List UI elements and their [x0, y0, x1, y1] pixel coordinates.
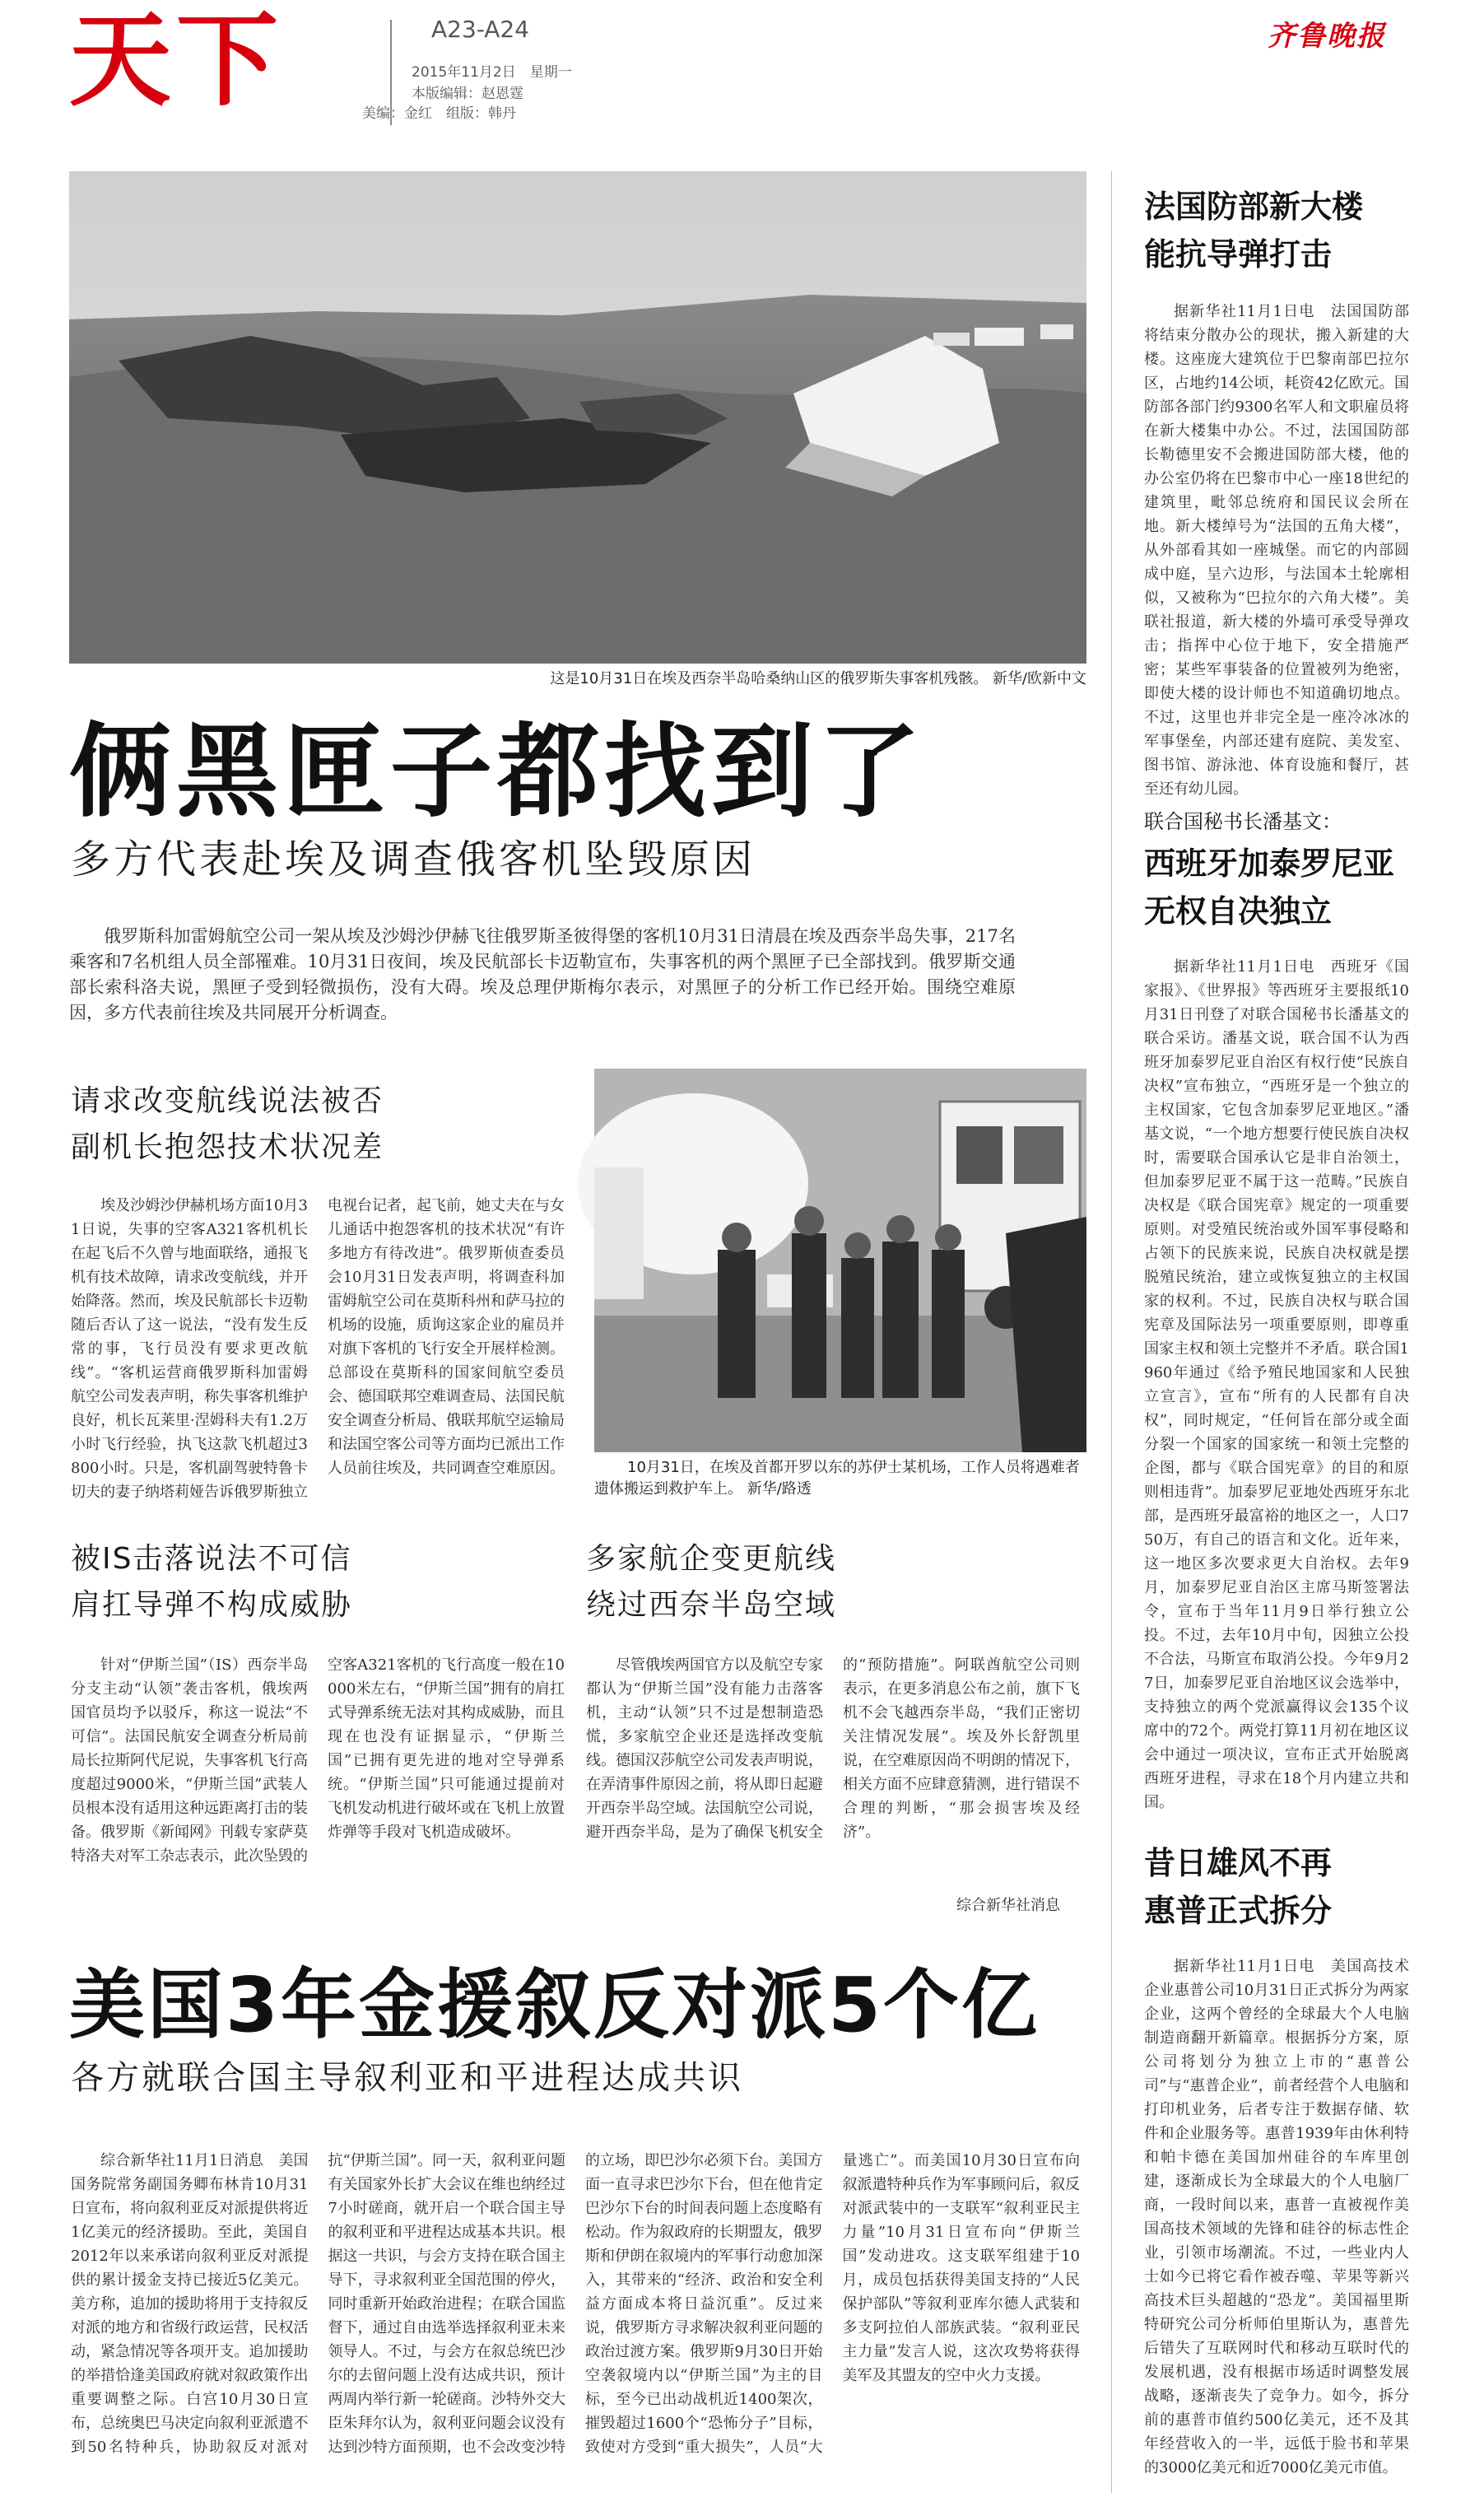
syria-body: 综合新华社11月1日消息 美国国务院常务副国务卿布林肯10月31日宣布，将向叙利亚反对派提供将近1亿美元的经济援助。至此，美国自2012年以来承诺向叙利亚反对派提供的累计援金支持已接近5亿美元。美方称，追加的援助将用于支持叙反对派的地方和省级行政运营，民权活动，紧急情况等各项开支。追加援助的举措恰逢美国政府就对叙政策作出重要调整之际。白宫10月30日宣布，总统奥巴马决定向叙利亚派遣不到50名特种兵，协助叙反对派对抗“伊斯兰国”。同一天，叙利亚问题有关国家外长扩大会议在维也纳经过7小时磋商，就开启一个联合国主导的叙利亚和平进程达成基本共识。根据这一共识，与会方支持在联合国主导下，寻求叙利亚全国范围的停火，同时重新开始政治进程；在联合国监督下，通过自由选举选择叙利亚未来领导人。不过，与会方在叙总统巴沙尔的去留问题上没有达成共识，预计两周内举行新一轮磋商。沙特外交大臣朱拜尔认为，叙利亚问题会议没有达到沙特方面预期，也不会改变沙特的立场，即巴沙尔必须下台。美国方面一直寻求巴沙尔下台，但在他肯定巴沙尔下台的时间表问题上态度略有松动。作为叙政府的长期盟友，俄罗斯和伊朗在叙境内的军事行动愈加深入，其带来的“经济、政治和安全利益方面成本将日益沉重”。反过来说，俄罗斯方寻求解决叙利亚问题的政治过渡方案。俄罗斯9月30日开始空袭叙境内以“伊斯兰国”为主的目标，至今已出动战机近1400架次，摧毁超过1600个“恐怖分子”目标，致使对方受到“重大损失”，人员“大量逃亡”。而美国10月30日宣布向叙派遣特种兵作为军事顾问后，叙反对派武装中的一支联军“叙利亚民主力量”10月31日宣布向“伊斯兰国”发动进攻。这支联军组建于10月，成员包括获得美国支持的“人民保护部队”等叙利亚库尔德人武装和多支阿拉伯人部族武装。“叙利亚民主力量”发言人说，这次攻势将获得美军及其盟友的空中火力支援。	[71, 2152, 1080, 2456]
wreckage-photo-illustration	[69, 171, 1086, 664]
side-france-headline-line1: 法国防部新大楼	[1144, 189, 1364, 225]
story-airlines-body: 尽管俄埃两国官方以及航空专家都认为“伊斯兰国”没有能力击落客机，主动“认领”只不过是想制造恐慌，多家航空企业还是选择改变航线。德国汉莎航空公司发表声明说，在弄清事件原因之前，将从即日起避开西奈半岛空域。法国航空公司说，避开西奈半岛，是为了确保飞机安全的“预防措施”。阿联酋航空公司则表示，在更多消息公布之前，旗下飞机不会飞越西奈半岛，“我们正密切关注情况发展”。埃及外长舒凯里说，在空难原因尚不明朗的情况下，相关方面不应肆意猜测，进行错误不合理的判断，“那会损害埃及经济”。	[586, 1656, 1080, 1841]
photo-ambulance-caption: 10月31日，在埃及首都开罗以东的苏伊士某机场，工作人员将遇难者遗体搬运到救护车上。 新华/路透	[594, 1459, 1080, 1498]
story-route-body: 埃及沙姆沙伊赫机场方面10月31日说，失事的空客A321客机机长在起飞后不久曾与地面联络，通报飞机有技术故障，请求改变航线，并开始降落。然而，埃及民航部长卡迈勒随后否认了这一说法，“没有发生反常的事，飞行员没有要求更改航线”。“客机运营商俄罗斯科加雷姆航空公司发表声明，称失事客机维护良好，机长瓦莱里·涅姆科夫有1.2万小时飞行经验，执飞这款飞机超过3800小时。只是，客机副驾驶特鲁卡切夫的妻子纳塔莉娅告诉俄罗斯独立电视台记者，起飞前，她丈夫在与女儿通话中抱怨客机的技术状况“有许多地方有待改进”。俄罗斯侦查委员会10月31日发表声明，将调查科加雷姆航空公司在莫斯科州和萨马拉的机场的设施，质询这家企业的雇员并对旗下客机的飞行安全开展样检测。总部设在莫斯科的国家间航空委员会、德国联邦空难调查局、法国民航安全调查分析局、俄联邦航空运输局和法国空客公司等方面均已派出工作人员前往埃及，共同调查空难原因。	[71, 1197, 565, 1501]
ambulance-photo-illustration	[594, 1069, 1086, 1452]
side-france-body: 据新华社11月1日电 法国国防部将结束分散办公的现状，搬入新建的大楼。这座庞大建筑位于巴黎南部巴拉尔区，占地约14公顷，耗资42亿欧元。国防部各部门约9300名军人和文职雇员将在新大楼集中办公。不过，法国国防部长勒德里安不会搬进国防部大楼，他的办公室仍将在巴黎市中心一座18世纪的建筑里，毗邻总统府和国民议会所在地。新大楼绰号为“法国的五角大楼”，从外部看其如一座城堡。而它的内部圆成中庭，呈六边形，与法国本土轮廓相似，又被称为“巴拉尔的六角大楼”。美联社报道，新大楼的外墙可承受导弹攻击；指挥中心位于地下，安全措施严密；某些军事装备的位置被列为绝密，即使大楼的设计师也不知道确切地点。不过，这里也并非完全是一座冷冰冰的军事堡垒，内部还建有庭院、美发室、图书馆、游泳池、体育设施和餐厅，甚至还有幼儿园。	[1144, 303, 1409, 798]
right-column-divider	[1111, 171, 1112, 2493]
lead-photo	[69, 171, 1086, 664]
side-hp-headline-line2: 惠普正式拆分	[1144, 1893, 1333, 1929]
story-route-headline-line2: 副机长抱怨技术状况差	[71, 1130, 384, 1164]
side-france-headline-line2: 能抗导弹打击	[1144, 236, 1333, 273]
side-spain-headline	[1144, 840, 1473, 935]
photo-ambulance	[594, 1069, 1086, 1452]
story-is-body: 针对“伊斯兰国”（IS）西奈半岛分支主动“认领”袭击客机，俄埃两国官员均予以驳斥，称这一说法“不可信”。法国民航安全调查分析局前局长拉斯阿代尼说，失事客机飞行高度超过9000米，“伊斯兰国”武装人员根本没有适用这种远距离打击的装备。俄罗斯《新闻网》刊载专家萨莫特洛夫对军工杂志表示，此次坠毁的空客A321客机的飞行高度一般在10000米左右，“伊斯兰国”拥有的肩扛式导弹系统无法对其构成威胁，而且现在也没有证据显示，“伊斯兰国”已拥有更先进的地对空导弹系统。“伊斯兰国”只可能通过提前对飞机发动机进行破坏或在飞机上放置炸弹等手段对飞机造成破坏。	[71, 1656, 565, 1865]
story-is-headline	[71, 1536, 565, 1628]
syria-headline: 美国3年金援叙反对派5个亿	[69, 1961, 1040, 2049]
lead-subhead: 多方代表赴埃及调查俄客机坠毁原因	[71, 836, 756, 883]
story-airlines-headline	[586, 1536, 1080, 1628]
story-route-headline	[71, 1078, 565, 1171]
editor-credit: 本版编辑：赵恩霆	[412, 86, 523, 102]
side-spain-headline-line2: 无权自决独立	[1144, 893, 1333, 929]
section-title: 天下	[69, 2, 284, 120]
designer-credit: 美编：金红 组版：韩丹	[362, 105, 516, 122]
issue-date: 2015年11月2日 星期一	[412, 64, 572, 81]
side-france-headline	[1144, 183, 1457, 278]
side-spain-kicker: 联合国秘书长潘基文：	[1144, 810, 1342, 833]
side-spain-headline-line1: 西班牙加泰罗尼亚	[1144, 846, 1395, 882]
page-range: A23-A24	[431, 16, 530, 43]
story-airlines-source: 综合新华社消息	[956, 1897, 1060, 1914]
side-hp-body: 据新华社11月1日电 美国高技术企业惠普公司10月31日正式拆分为两家企业，这两个曾经的全球最大个人电脑制造商翻开新篇章。根据拆分方案，原公司将划分为独立上市的“惠普公司”与“惠普企业”，前者经营个人电脑和打印机业务，后者专注于数据存储、软件和企业服务等。惠普1939年由休利特和帕卡德在美国加州硅谷的车库里创建，逐渐成长为全球最大的个人电脑厂商，一段时间以来，惠普一直被视作美国高技术领域的先锋和硅谷的标志性企业，引领市场潮流。不过，一些业内人士如今已将它看作被吞噬、苹果等新兴高技术巨头超越的“恐龙”。美国福里斯特研究公司分析师伯里斯认为，惠普先后错失了互联网时代和移动互联时代的发展机遇，没有根据市场适时调整发展战略，逐渐丧失了竞争力。如今，拆分前的惠普市值约500亿美元，还不及其年经营收入的一半，远低于脸书和苹果的3000亿美元和近7000亿美元市值。	[1144, 1958, 1409, 2476]
story-airlines-headline-line1: 多家航企变更航线	[586, 1542, 837, 1576]
lead-intro: 俄罗斯科加雷姆航空公司一架从埃及沙姆沙伊赫飞往俄罗斯圣彼得堡的客机10月31日清晨在埃及西奈半岛失事，217名乘客和7名机组人员全部罹难。10月31日夜间，埃及民航部长卡迈勒宣布，失事客机的两个黑匣子已全部找到。俄罗斯交通部长索科洛夫说，黑匣子受到轻微损伤，没有大碍。埃及总理伊斯梅尔表示，对黑匣子的分析工作已经开始。围绕空难原因，多方代表前往埃及共同展开分析调查。	[69, 926, 1016, 1023]
lead-headline: 俩黑匣子都找到了	[69, 713, 926, 832]
story-is-headline-line2: 肩扛导弹不构成威胁	[71, 1588, 353, 1622]
side-spain-body: 据新华社11月1日电 西班牙《国家报》、《世界报》等西班牙主要报纸10月31日刊登了对联合国秘书长潘基文的联合采访。潘基文说，联合国不认为西班牙加泰罗尼亚自治区有权行使“民族自决权”宣布独立，“西班牙是一个独立的主权国家，它包含加泰罗尼亚地区。”潘基文说，“一个地方想要行使民族自决权时，需要联合国承认它是非自治领土，但加泰罗尼亚不属于这一范畴。”民族自决权是《联合国宪章》规定的一项重要原则。对受殖民统治或外国军事侵略和占领下的民族来说，民族自决权就是摆脱殖民统治，建立或恢复独立的主权国家的权利。不过，民族自决权与联合国宪章及国际法另一项重要原则，即尊重国家主权和领土完整并不矛盾。联合国1960年通过《给予殖民地国家和人民独立宣言》，宣布“所有的人民都有自决权”，同时规定，“任何旨在部分或全面分裂一个国家的国家统一和领土完整的企图，都与《联合国宪章》的目的和原则相违背”。加泰罗尼亚地处西班牙东北部，是西班牙最富裕的地区之一，人口750万，有自己的语言和文化。近年来，这一地区多次要求更大自治权。去年9月，加泰罗尼亚自治区主席马斯签署法令，宣布于当年11月9日举行独立公投。不过，去年10月中旬，因独立公投不合法，马斯宣布取消公投。今年9月27日，加泰罗尼亚自治地区议会选举中，支持独立的两个党派赢得议会135个议席中的72个。两党打算11月初在地区议会中通过一项决议，宣布正式开始脱离西班牙进程，寻求在18个月内建立共和国。	[1144, 958, 1409, 1811]
side-hp-headline-line1: 昔日雄风不再	[1144, 1845, 1333, 1881]
lead-photo-caption: 这是10月31日在埃及西奈半岛哈桑纳山区的俄罗斯失事客机残骸。 新华/欧新中文	[550, 670, 1086, 687]
syria-subhead: 各方就联合国主导叙利亚和平进程达成共识	[71, 2059, 743, 2097]
story-is-headline-line1: 被IS击落说法不可信	[71, 1542, 352, 1576]
paper-logo: 齐鲁晚报	[1268, 20, 1386, 53]
side-hp-headline	[1144, 1839, 1457, 1935]
story-route-headline-line1: 请求改变航线说法被否	[71, 1084, 384, 1118]
story-airlines-headline-line2: 绕过西奈半岛空域	[586, 1588, 837, 1622]
